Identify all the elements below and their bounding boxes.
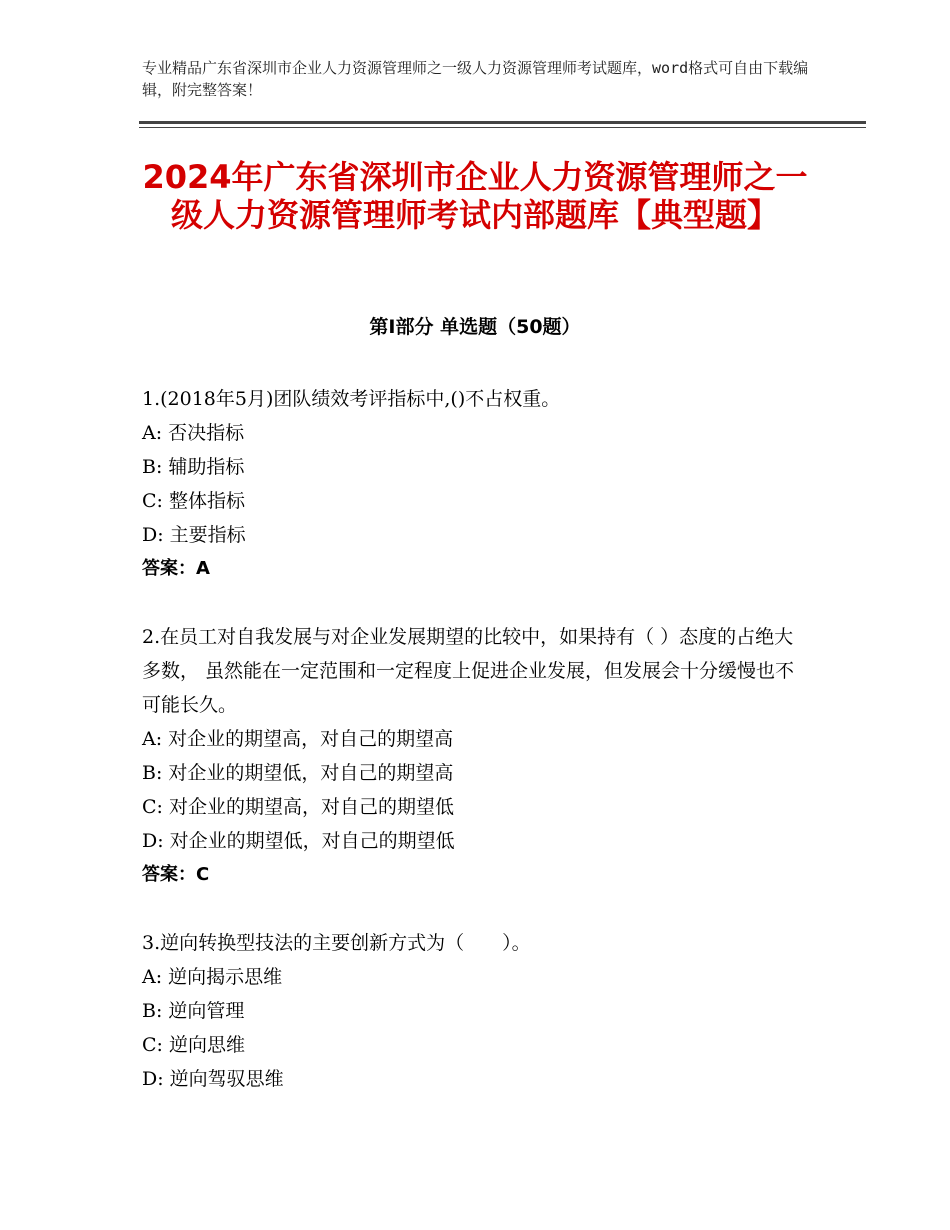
answer-label: 答案：C	[142, 864, 210, 885]
question-stem: 3.逆向转换型技法的主要创新方式为（ ）。	[142, 932, 531, 954]
question-stem: 1.(2018年5月)团队绩效考评指标中,()不占权重。	[142, 388, 561, 410]
option-d: D: 主要指标	[142, 524, 246, 546]
option-c: C: 整体指标	[142, 490, 245, 512]
question-3	[142, 926, 808, 1096]
header-divider-thin	[139, 127, 866, 128]
question-1	[142, 382, 808, 586]
document-title: 2024年广东省深圳市企业人力资源管理师之一级人力资源管理师考试内部题库【典型题】	[142, 158, 808, 234]
option-b: B: 逆向管理	[142, 1000, 245, 1022]
answer-label: 答案：A	[142, 558, 210, 579]
option-a: A: 否决指标	[142, 422, 245, 444]
header-note: 专业精品广东省深圳市企业人力资源管理师之一级人力资源管理师考试题库，word格式可自由下载编辑，附完整答案！	[142, 59, 809, 99]
option-d: D: 逆向驾驭思维	[142, 1068, 284, 1090]
option-b: B: 对企业的期望低，对自己的期望高	[142, 762, 454, 784]
option-d: D: 对企业的期望低，对自己的期望低	[142, 830, 455, 852]
question-2	[142, 620, 808, 892]
question-stem: 2.在员工对自我发展与对企业发展期望的比较中，如果持有（ ）态度的占绝大多数， 虽然能在一定范围和一定程度上促进企业发展，但发展会十分缓慢也不可能长久。	[142, 626, 795, 716]
option-a: A: 对企业的期望高，对自己的期望高	[142, 728, 454, 750]
question-list	[142, 382, 808, 1130]
header-divider-thick	[139, 121, 866, 124]
option-c: C: 逆向思维	[142, 1034, 245, 1056]
option-a: A: 逆向揭示思维	[142, 966, 283, 988]
option-b: B: 辅助指标	[142, 456, 245, 478]
option-c: C: 对企业的期望高，对自己的期望低	[142, 796, 454, 818]
section-heading: 第Ⅰ部分 单选题（50题）	[369, 316, 581, 338]
